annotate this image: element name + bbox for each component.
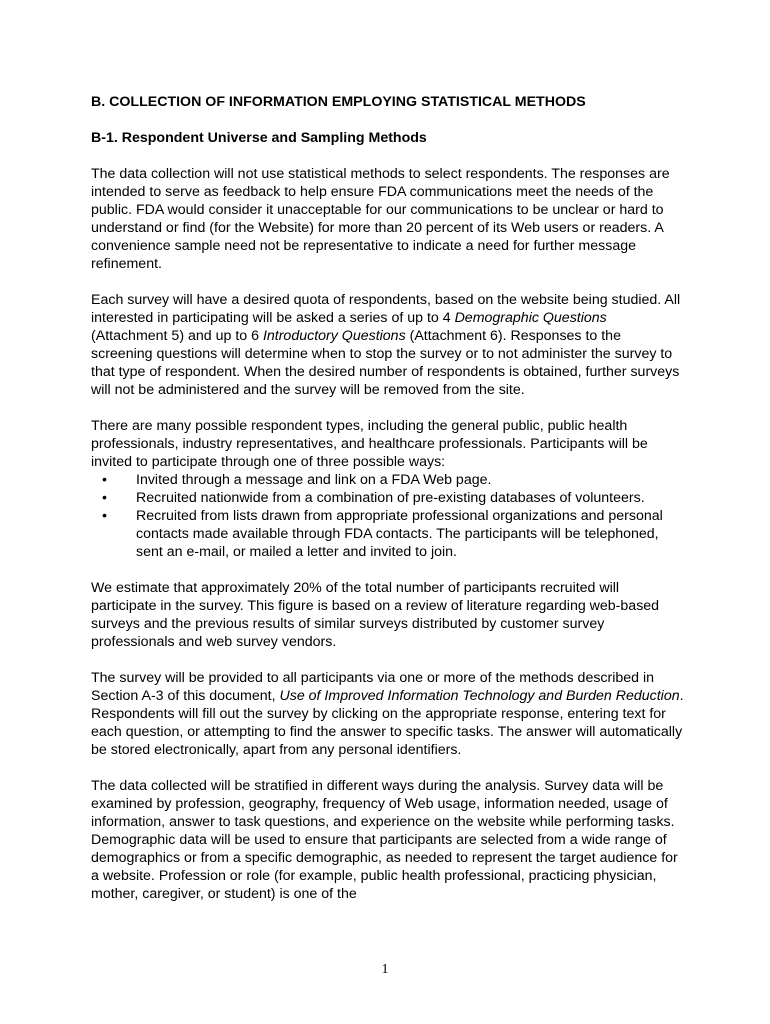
section-heading: B. COLLECTION OF INFORMATION EMPLOYING STATISTICAL METHODS [91,94,586,110]
text-run: Each survey will have a desired quota of respondents, based on the website being studied. All interested in participating will be asked a series of up to 4 [91,292,681,326]
paragraph-respondent-types: There are many possible respondent types, including the general public, public health professionals, industry representatives, and healthcare professionals. Participants will be invited to participate through one of three possible ways: [91,418,648,470]
subsection-heading: B-1. Respondent Universe and Sampling Methods [91,130,427,146]
paragraph-statistical-methods: The data collection will not use statistical methods to select respondents. The responses are intended to serve as feedback to help ensure FDA communications meet the needs of the public. FDA would consider it unacceptable for our communications to be unclear or hard to understand or find (for the Website) for more than 20 percent of its Web users or readers. A convenience sample need not be representative to indicate a need for further message refinement. [91,166,670,272]
bullet-list [91,471,686,561]
text-run: (Attachment 5) and up to 6 [91,328,263,344]
list-item-text: Recruited nationwide from a combination of pre-existing databases of volunteers. [136,490,645,506]
italic-section-title: Use of Improved Information Technology and Burden Reduction [279,688,680,704]
page-number: 1 [381,962,389,977]
paragraph-participation-estimate: We estimate that approximately 20% of the total number of participants recruited will participate in the survey. This figure is based on a review of literature regarding web-based surveys and the previous results of similar surveys distributed by customer survey professionals and web survey vendors. [91,580,660,650]
document-body [91,93,686,921]
paragraph-survey-quota [91,291,686,399]
italic-introductory-questions: Introductory Questions [262,328,406,344]
list-item-text: Recruited from lists drawn from appropriate professional organizations and personal contacts made available through FDA contacts. The participants will be telephoned, sent an e-mail, or mailed a letter and invited to join. [136,508,663,560]
text-run: . Respondents will fill out the survey by clicking on the appropriate response, entering text for each question, or attempting to find the answer to specific tasks. The answer will automatically be stored electronically, apart from any personal identifiers. [91,688,684,758]
list-item-text: Invited through a message and link on a FDA Web page. [136,472,492,488]
bullet-icon: • [102,472,107,488]
italic-demographic-questions: Demographic Questions [454,310,607,326]
bullet-icon: • [102,508,107,524]
list-item [91,471,686,489]
list-item [91,489,686,507]
paragraph-survey-delivery [91,669,686,759]
text-run: (Attachment 6). Responses to the screening questions will determine when to stop the survey or to not administer the survey to that type of respondent. When the desired number of respondents is obtained, further surveys will not be administered and the survey will be removed from the site. [91,328,680,398]
bullet-icon: • [102,490,107,506]
text-run: The survey will be provided to all participants via one or more of the methods described in Section A-3 of this document, [91,670,655,704]
paragraph-data-stratification: The data collected will be stratified in different ways during the analysis. Survey data will be examined by profession, geography, frequency of Web usage, information needed, usage of information, answer to task questions, and experience on the website while performing tasks. Demographic data will be used to ensure that participants are selected from a wide range of demographics or from a specific demographic, as needed to represent the target audience for a website. Profession or role (for example, public health professional, practicing physician, mother, caregiver, or student) is one of the [91,778,678,902]
list-item [91,507,686,561]
